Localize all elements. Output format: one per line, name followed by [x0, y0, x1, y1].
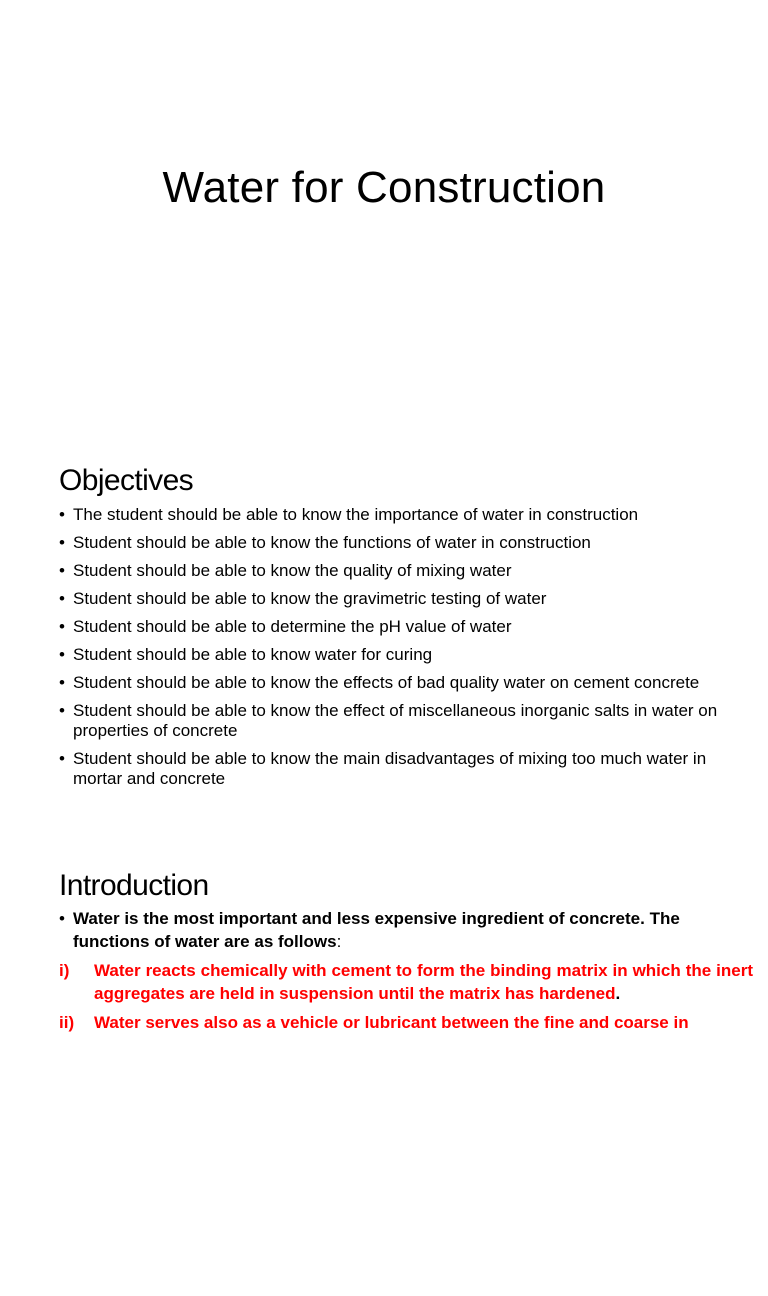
- objective-text: Student should be able to know the quality of mixing water: [73, 561, 512, 580]
- objective-text: Student should be able to know water for curing: [73, 645, 433, 664]
- objectives-slide: [0, 432, 768, 864]
- list-item: [59, 701, 759, 741]
- item-number: i): [59, 961, 70, 980]
- intro-tail-text: :: [336, 932, 342, 951]
- bullet-icon: •: [59, 505, 65, 524]
- introduction-heading: Introduction: [59, 869, 209, 902]
- bullet-icon: •: [59, 645, 65, 664]
- list-item: [59, 589, 759, 609]
- list-item: [59, 673, 759, 693]
- intro-text: [59, 907, 759, 953]
- intro-bullet: [59, 907, 759, 953]
- bullet-icon: •: [59, 673, 65, 692]
- objective-text: Student should be able to determine the pH value of water: [73, 617, 512, 636]
- item-text: Water serves also as a vehicle or lubricant between the fine and coarse in: [94, 1013, 689, 1032]
- objective-text: The student should be able to know the importance of water in construction: [73, 505, 639, 524]
- objective-text: Student should be able to know the main disadvantages of mixing too much water in mortar and concrete: [73, 749, 707, 788]
- title-slide: [0, 0, 768, 432]
- list-item: [59, 561, 759, 581]
- bullet-icon: •: [59, 909, 65, 928]
- intro-bold-text: Water is the most important and less expensive ingredient of concrete. The functions of water are as follows: [73, 909, 680, 951]
- bullet-icon: •: [59, 617, 65, 636]
- bullet-icon: •: [59, 749, 65, 768]
- item-tail: .: [615, 984, 621, 1003]
- objective-text: Student should be able to know the effects of bad quality water on cement concrete: [73, 673, 700, 692]
- objective-text: Student should be able to know the gravimetric testing of water: [73, 589, 547, 608]
- presentation-title: Water for Construction: [162, 163, 606, 212]
- objectives-list: [59, 505, 759, 797]
- functions-list: [59, 959, 753, 1040]
- objective-text: Student should be able to know the functions of water in construction: [73, 533, 591, 552]
- list-item: [59, 1011, 753, 1034]
- list-item: [59, 617, 759, 637]
- list-item: [59, 959, 753, 1005]
- list-item: [59, 645, 759, 665]
- item-text: Water reacts chemically with cement to form the binding matrix in which the inert aggregates are held in suspension until the matrix has hardened: [94, 961, 753, 1003]
- objective-text: Student should be able to know the effect of miscellaneous inorganic salts in water on properties of concrete: [73, 701, 718, 740]
- bullet-icon: •: [59, 533, 65, 552]
- list-item: [59, 505, 759, 525]
- bullet-icon: •: [59, 701, 65, 720]
- objectives-heading: Objectives: [59, 464, 194, 497]
- introduction-slide: [0, 864, 768, 1296]
- list-item: [59, 749, 759, 789]
- bullet-icon: •: [59, 561, 65, 580]
- list-item: [59, 533, 759, 553]
- item-number: ii): [59, 1013, 75, 1032]
- bullet-icon: •: [59, 589, 65, 608]
